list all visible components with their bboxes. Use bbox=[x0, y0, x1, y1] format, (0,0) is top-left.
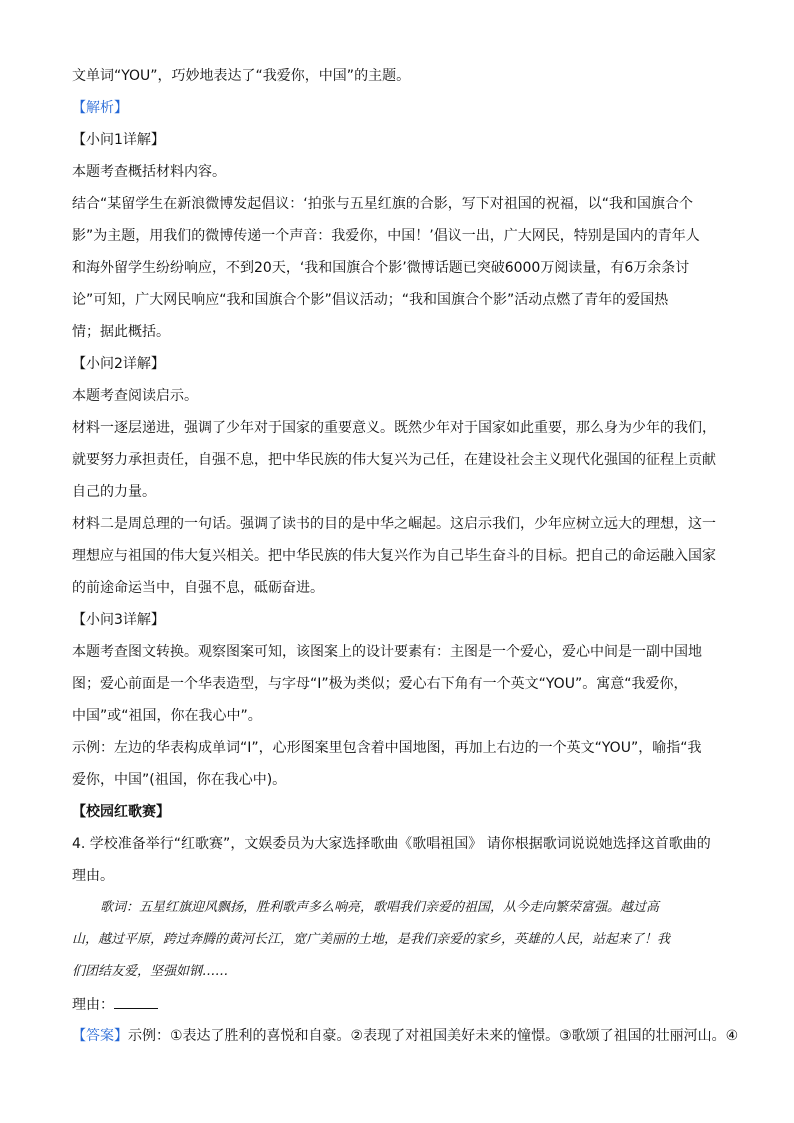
analysis-heading: 【解析】 bbox=[72, 100, 128, 116]
subquestion-3-heading: 【小问3详解】 bbox=[72, 612, 165, 628]
answer-tag: 【答案】 bbox=[72, 1028, 128, 1044]
text-line: 和海外留学生纷纷响应，不到20天，‘我和国旗合个影’微博话题已突破6000万阅读量，有6万余条讨 bbox=[72, 260, 690, 276]
text-line: 中国”或“祖国，你在我心中”。 bbox=[72, 708, 262, 724]
text-line: 理由。 bbox=[72, 868, 114, 884]
reason-line bbox=[72, 994, 158, 1015]
text-line: 材料二是周总理的一句话。强调了读书的目的是中华之崛起。这启示我们，少年应树立远大的理想，这一 bbox=[72, 516, 716, 532]
text-line: 情；据此概括。 bbox=[72, 324, 170, 340]
answer-blank[interactable] bbox=[114, 994, 158, 1009]
text-line: 的前途命运当中，自强不息，砥砺奋进。 bbox=[72, 580, 324, 596]
lyrics-line: 歌词：五星红旗迎风飘扬，胜利歌声多么响亮，歌唱我们亲爱的祖国，从今走向繁荣富强。越过高 bbox=[100, 900, 660, 915]
section-heading: 【校园红歌赛】 bbox=[72, 804, 170, 820]
text-line: 材料一逐层递进，强调了少年对于国家的重要意义。既然少年对于国家如此重要，那么身为少年的我们， bbox=[72, 420, 716, 436]
text-line: 文单词“YOU”，巧妙地表达了“我爱你，中国”的主题。 bbox=[72, 68, 411, 84]
subquestion-2-heading: 【小问2详解】 bbox=[72, 356, 165, 372]
text-line: 本题考查阅读启示。 bbox=[72, 388, 198, 404]
reason-label: 理由： bbox=[72, 997, 114, 1013]
subquestion-1-heading: 【小问1详解】 bbox=[72, 132, 165, 148]
text-line: 结合“某留学生在新浪微博发起倡议：‘拍张与五星红旗的合影，写下对祖国的祝福，以“我和国旗合个 bbox=[72, 196, 693, 212]
text-line: 本题考查概括材料内容。 bbox=[72, 164, 226, 180]
answer-line bbox=[72, 1026, 738, 1046]
text-line: 论”可知，广大网民响应“我和国旗合个影”倡议活动；“我和国旗合个影”活动点燃了青年的爱国热 bbox=[72, 292, 669, 308]
text-line: 本题考查图文转换。观察图案可知，该图案上的设计要素有：主图是一个爱心，爱心中间是一副中国地 bbox=[72, 644, 702, 660]
lyrics-line: 们团结友爱，坚强如钢…… bbox=[72, 964, 229, 979]
lyrics-line: 山，越过平原，跨过奔腾的黄河长江，宽广美丽的土地，是我们亲爱的家乡，英雄的人民，站起来了！我 bbox=[72, 932, 671, 947]
question-4-prompt: 4. 学校准备举行“红歌赛”，文娱委员为大家选择歌曲《歌唱祖国》 请你根据歌词说说她选择这首歌曲的 bbox=[72, 836, 711, 852]
text-line: 就要努力承担责任，自强不息，把中华民族的伟大复兴为己任，在建设社会主义现代化强国的征程上贡献 bbox=[72, 452, 716, 468]
answer-text: 示例：①表达了胜利的喜悦和自豪。②表现了对祖国美好未来的憧憬。③歌颂了祖国的壮丽河山。④ bbox=[128, 1028, 739, 1044]
text-line: 爱你，中国”(祖国，你在我心中)。 bbox=[72, 772, 287, 788]
text-line: 示例：左边的华表构成单词“I”，心形图案里包含着中国地图，再加上右边的一个英文“YOU”，喻指“我 bbox=[72, 740, 702, 756]
text-line: 理想应与祖国的伟大复兴相关。把中华民族的伟大复兴作为自己毕生奋斗的目标。把自己的命运融入国家 bbox=[72, 548, 716, 564]
text-line: 自己的力量。 bbox=[72, 484, 156, 500]
text-line: 影”为主题，用我们的微博传递一个声音：我爱你，中国！’倡议一出，广大网民，特别是国内的青年人 bbox=[72, 228, 700, 244]
text-line: 图；爱心前面是一个华表造型，与字母“I”极为类似；爱心右下角有一个英文“YOU”。寓意“我爱你， bbox=[72, 676, 688, 692]
